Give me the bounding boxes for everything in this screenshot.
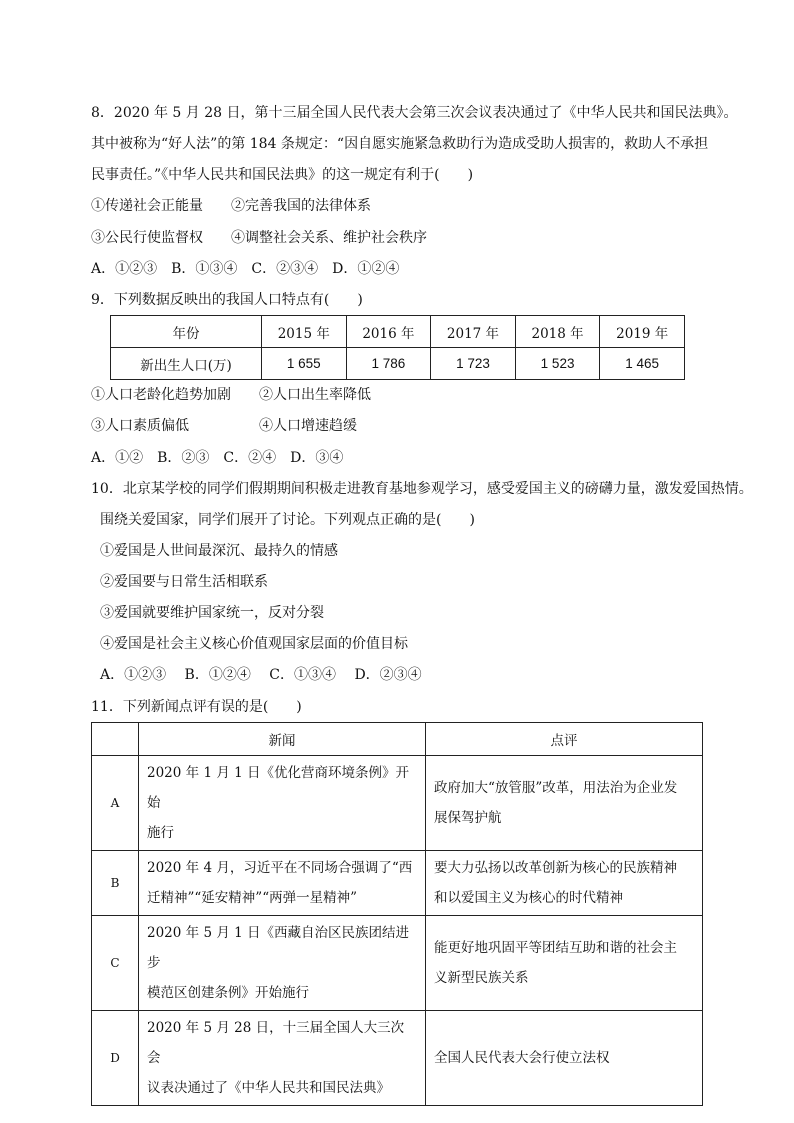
review-cell — [426, 756, 703, 851]
cell-line: 议表决通过了《中华人民共和国民法典》 — [147, 1080, 390, 1096]
news-review-table — [91, 722, 703, 1106]
table-header-cell: 2016 年 — [346, 316, 431, 348]
cell-line: 展保驾护航 — [434, 810, 502, 826]
q10-option-2: ②爱国要与日常生活相联系 — [100, 574, 268, 590]
cell-line: 2020 年 5 月 1 日《西藏自治区民族团结进步 — [147, 925, 409, 971]
cell-line: 2020 年 1 月 1 日《优化营商环境条例》开始 — [147, 765, 409, 811]
table-row-label: 新出生人口(万) — [111, 348, 262, 380]
q10-option-1: ①爱国是人世间最深沉、最持久的情感 — [100, 543, 338, 559]
table-cell: 1 723 — [431, 348, 516, 380]
cell-line: 全国人民代表大会行使立法权 — [434, 1050, 610, 1066]
cell-line: 施行 — [147, 825, 174, 841]
q9-choices: A．①② B．②③ C．②④ D．③④ — [91, 450, 344, 466]
cell-line: 2020 年 5 月 28 日，十三届全国人大三次会 — [147, 1020, 405, 1066]
q10-stem-line1: 10．北京某学校的同学们假期期间积极走进教育基地参观学习，感受爱国主义的磅礴力量，激发爱国热情。 — [91, 481, 753, 497]
table-header-cell: 2015 年 — [262, 316, 347, 348]
row-label: D — [92, 1011, 139, 1106]
q9-options-row2: ③人口素质偏低 ④人口增速趋缓 — [91, 418, 357, 434]
cell-line: 能更好地巩固平等团结互助和谐的社会主 — [434, 940, 677, 956]
table-cell: 1 465 — [600, 348, 685, 380]
row-label: A — [92, 756, 139, 851]
table-header-cell: 新闻 — [139, 723, 426, 756]
table-header-cell — [92, 723, 139, 756]
q8-stem-line3: 民事责任。”《中华人民共和国民法典》的这一规定有利于( ) — [91, 167, 474, 183]
cell-line: 2020 年 4 月，习近平在不同场合强调了“西 — [147, 860, 413, 876]
table-row — [111, 348, 685, 380]
table-cell: 1 786 — [346, 348, 431, 380]
table-header-cell: 年份 — [111, 316, 262, 348]
population-table — [110, 315, 685, 380]
q8-choices: A．①②③ B．①③④ C．②③④ D．①②④ — [91, 261, 400, 277]
news-cell — [139, 916, 426, 1011]
q10-option-4: ④爱国是社会主义核心价值观国家层面的价值目标 — [100, 636, 408, 652]
table-row — [92, 756, 703, 851]
q8-stem-line2: 其中被称为“好人法”的第 184 条规定：“因自愿实施紧急救助行为造成受助人损害的，救助人不承担 — [91, 136, 709, 152]
row-label: C — [92, 916, 139, 1011]
q9-options-row1: ①人口老龄化趋势加剧 ②人口出生率降低 — [91, 387, 371, 403]
cell-line: 模范区创建条例》开始施行 — [147, 985, 309, 1001]
table-header-cell: 2017 年 — [431, 316, 516, 348]
news-cell — [139, 851, 426, 916]
q11-stem: 11．下列新闻点评有误的是( ) — [91, 699, 302, 715]
table-header-cell: 2019 年 — [600, 316, 685, 348]
review-cell — [426, 1011, 703, 1106]
q8-options-row1: ①传递社会正能量 ②完善我国的法律体系 — [91, 198, 371, 214]
q10-option-3: ③爱国就要维护国家统一，反对分裂 — [100, 605, 324, 621]
cell-line: 迁精神”“延安精神”“两弹一星精神” — [147, 890, 358, 906]
table-cell: 1 523 — [515, 348, 600, 380]
cell-line: 和以爱国主义为核心的时代精神 — [434, 890, 623, 906]
q9-stem: 9．下列数据反映出的我国人口特点有( ) — [91, 292, 363, 308]
table-row — [92, 1011, 703, 1106]
cell-line: 义新型民族关系 — [434, 970, 529, 986]
table-cell: 1 655 — [262, 348, 347, 380]
news-cell — [139, 756, 426, 851]
q10-choices: A．①②③ B．①②④ C．①③④ D．②③④ — [100, 667, 422, 683]
table-header-cell: 2018 年 — [515, 316, 600, 348]
row-label: B — [92, 851, 139, 916]
table-row — [111, 316, 685, 348]
table-row — [92, 723, 703, 756]
review-cell — [426, 916, 703, 1011]
cell-line: 政府加大“放管服”改革，用法治为企业发 — [434, 780, 678, 796]
q8-options-row2: ③公民行使监督权 ④调整社会关系、维护社会秩序 — [91, 230, 427, 246]
review-cell — [426, 851, 703, 916]
cell-line: 要大力弘扬以改革创新为核心的民族精神 — [434, 860, 677, 876]
table-row — [92, 851, 703, 916]
table-row — [92, 916, 703, 1011]
q10-stem-line2: 围绕关爱国家，同学们展开了讨论。下列观点正确的是( ) — [100, 512, 475, 528]
table-header-cell: 点评 — [426, 723, 703, 756]
q8-stem-line1: 8．2020 年 5 月 28 日，第十三届全国人民代表大会第三次会议表决通过了《中华人民共和国民法典》。 — [91, 105, 738, 121]
news-cell — [139, 1011, 426, 1106]
